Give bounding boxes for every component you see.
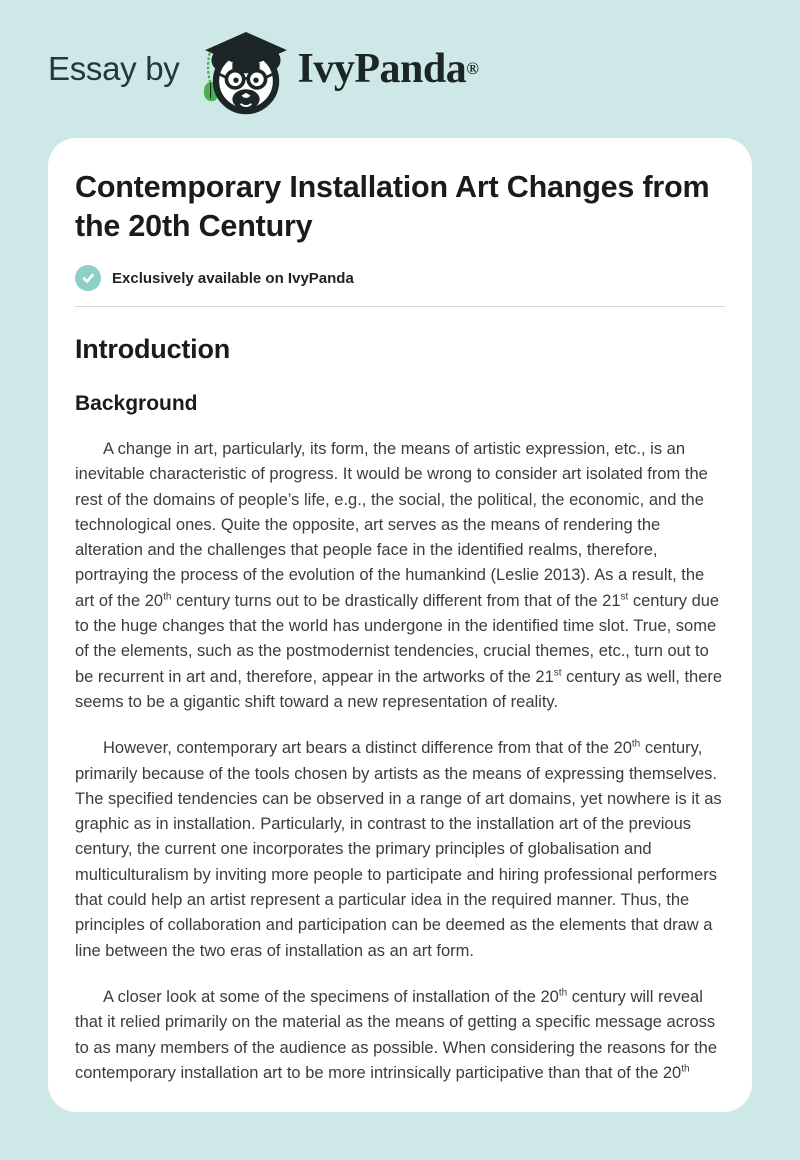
exclusive-badge — [75, 265, 725, 291]
check-icon — [75, 265, 101, 291]
essay-card — [48, 138, 752, 1112]
essay-by-label: Essay by — [48, 50, 180, 87]
site-header — [0, 0, 800, 138]
divider — [75, 306, 725, 307]
essay-paragraph-1: A change in art, particularly, its form, the means of artistic expression, etc., is an inevitable characteristic of progress. It would be wrong to consider art isolated from the rest of the domains of people’s life, e.g., the social, the political, the economic, and the technological ones. Quite the opposite, art serves as the means of rendering the alteration and the challenges that people face in the identified realms, therefore, portraying the process of the evolution of the humankind (Leslie 2013). As a result, the art of the 20th century turns out to be drastically different from that of the 21st century due to the huge changes that the world has undergone in the identified time slot. True, some of the elements, such as the postmodernist tendencies, crucial themes, etc., turn out to be recurrent in art and, therefore, appear in the artworks of the 21st century as well, there seems to be a gigantic shift toward a new representation of reality. — [75, 440, 723, 711]
section-heading-introduction: Introduction — [75, 334, 231, 364]
subsection-heading-background: Background — [75, 392, 198, 415]
exclusive-label: Exclusively available on IvyPanda — [112, 269, 354, 287]
ivypanda-brand-text: IvyPanda — [297, 46, 467, 92]
essay-title: Contemporary Installation Art Changes from the 20th Century — [75, 170, 710, 243]
essay-paragraph-3: A closer look at some of the specimens of installation of the 20th century will reveal that it relied primarily on the material as the means of getting a specific message across to as many members of the audience as possible. When considering the reasons for the contemporary installation art to be more intrinsically participative than that of the 20th — [75, 987, 718, 1082]
ivypanda-logo — [196, 18, 479, 120]
registered-trademark: ® — [466, 59, 479, 78]
ivypanda-panda-graduate-icon — [196, 24, 296, 120]
essay-paragraph-2: However, contemporary art bears a distinct difference from that of the 20th century, primarily because of the tools chosen by artists as the means of expressing themselves. The specified tendencies can be observed in a range of art domains, yet nowhere is it as graphic as in installation. Particularly, in contrast to the installation art of the previous century, the current one incorporates the primary principles of globalisation and multiculturalism by inviting more people to participate and hiring professional performers that could help an artist represent a particular idea in the required manner. Thus, the principles of collaboration and participation can be deemed as the elements that draw a line between the two eras of installation as an art form. — [75, 738, 722, 960]
